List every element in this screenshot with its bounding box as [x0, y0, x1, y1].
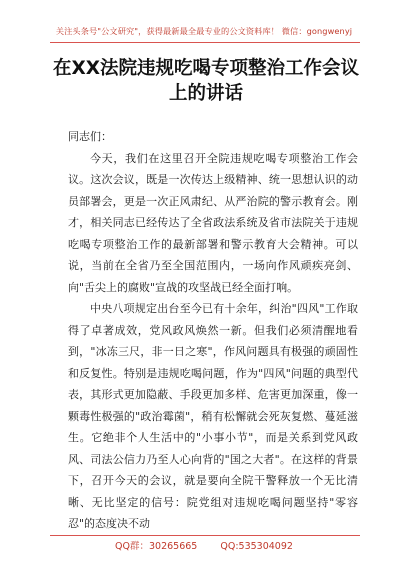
header-divider [50, 42, 360, 43]
header-banner: 关注头条号"公文研究"，获得最新最全最专业的公文资料库！ 微信：gongwenyj [55, 26, 353, 36]
paragraph-1: 今天，我们在这里召开全院违规吃喝专项整治工作会议。这次会议，既是一次传达上级精神、统一思想认识的动员部署会，更是一次正风肃纪、从严治院的警示教育会。刚才，相关同志已经传达了全省政法系统及省市法院关于违规吃喝专项整治工作的最新部署和警示教育大会精神。可以说，当前在全省乃至全国范围内，一场向作风顽疾亮剑、向"舌尖上的腐败"宣战的攻坚战已经全面打响。 [68, 151, 358, 294]
salutation: 同志们： [68, 130, 112, 143]
footer-qq-group: QQ群：30265665 [115, 541, 198, 552]
footer-divider [50, 535, 360, 536]
footer [0, 538, 408, 552]
paragraph-2: 中央八项规定出台至今已有十余年，纠治"四风"工作取得了卓著成效，党风政风焕然一新。但我们必须清醒地看到，"冰冻三尺，非一日之寒"，作风问题具有极强的顽固性和反复性。特别是违规吃喝问题，作为"四风"问题的典型代表，其形式更加隐蔽、手段更加多样、危害更加深重，像一颗毒性极强的"政治霉菌"，稍有松懈就会死灰复燃、蔓延滋生。它绝非个人生活中的"小事小节"，而是关系到党风政风、司法公信力乃至人心向背的"国之大者"。在这样的背景下，召开今天的会议，就是要向全院干警释放一个无比清晰、无比坚定的信号：院党组对违规吃喝问题坚持"零容忍"的态度决不动 [68, 302, 358, 530]
document-title: 在XX法院违规吃喝专项整治工作会议上的讲话 [52, 58, 360, 104]
footer-qq: QQ:535304092 [220, 541, 293, 552]
document-body [68, 126, 358, 535]
